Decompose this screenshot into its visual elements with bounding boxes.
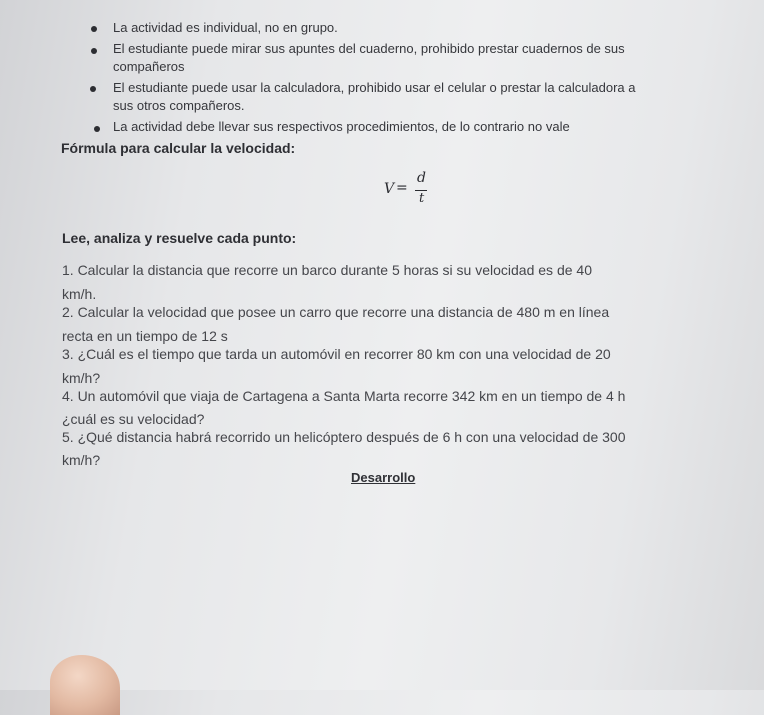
question-line: 2. Calcular la velocidad que posee un carro que recorre una distancia de 480 m en línea: [62, 304, 610, 320]
bullet-icon: [91, 48, 97, 54]
thumb-photo-artifact: [50, 655, 120, 715]
question-line: 5. ¿Qué distancia habrá recorrido un helicóptero después de 6 h con una velocidad de 300: [62, 429, 626, 445]
rule-item-continuation: sus otros compañeros.: [113, 98, 245, 113]
question-line: ¿cuál es su velocidad?: [62, 411, 205, 427]
bullet-icon: [91, 26, 97, 32]
question-line: 1. Calcular la distancia que recorre un barco durante 5 horas si su velocidad es de 40: [62, 262, 592, 278]
question-line: recta en un tiempo de 12 s: [62, 328, 228, 344]
rule-item: El estudiante puede usar la calculadora, prohibido usar el celular o prestar la calculadora a: [113, 80, 636, 95]
rule-item: La actividad es individual, no en grupo.: [113, 20, 338, 35]
question-line: km/h.: [62, 286, 97, 302]
bullet-icon: [94, 126, 100, 132]
formula-lhs: V: [384, 181, 395, 197]
formula-equals: =: [396, 180, 408, 196]
instructions-heading: Lee, analiza y resuelve cada punto:: [62, 230, 297, 246]
question-line: km/h?: [62, 370, 101, 386]
section-label-desarrollo: Desarrollo: [351, 470, 416, 485]
velocity-formula: [384, 170, 444, 210]
question-line: 4. Un automóvil que viaja de Cartagena a Santa Marta recorre 342 km en un tiempo de 4 h: [62, 388, 626, 404]
question-line: km/h?: [62, 452, 101, 468]
rule-item: La actividad debe llevar sus respectivos procedimientos, de lo contrario no vale: [113, 119, 570, 134]
formula-numerator: d: [417, 170, 426, 186]
formula-heading: Fórmula para calcular la velocidad:: [61, 140, 296, 156]
formula-denominator: t: [419, 191, 425, 206]
rule-item: El estudiante puede mirar sus apuntes del cuaderno, prohibido prestar cuadernos de sus: [113, 41, 625, 56]
rule-item-continuation: compañeros: [113, 59, 185, 74]
bullet-icon: [90, 86, 96, 92]
question-line: 3. ¿Cuál es el tiempo que tarda un automóvil en recorrer 80 km con una velocidad de 20: [62, 346, 611, 362]
